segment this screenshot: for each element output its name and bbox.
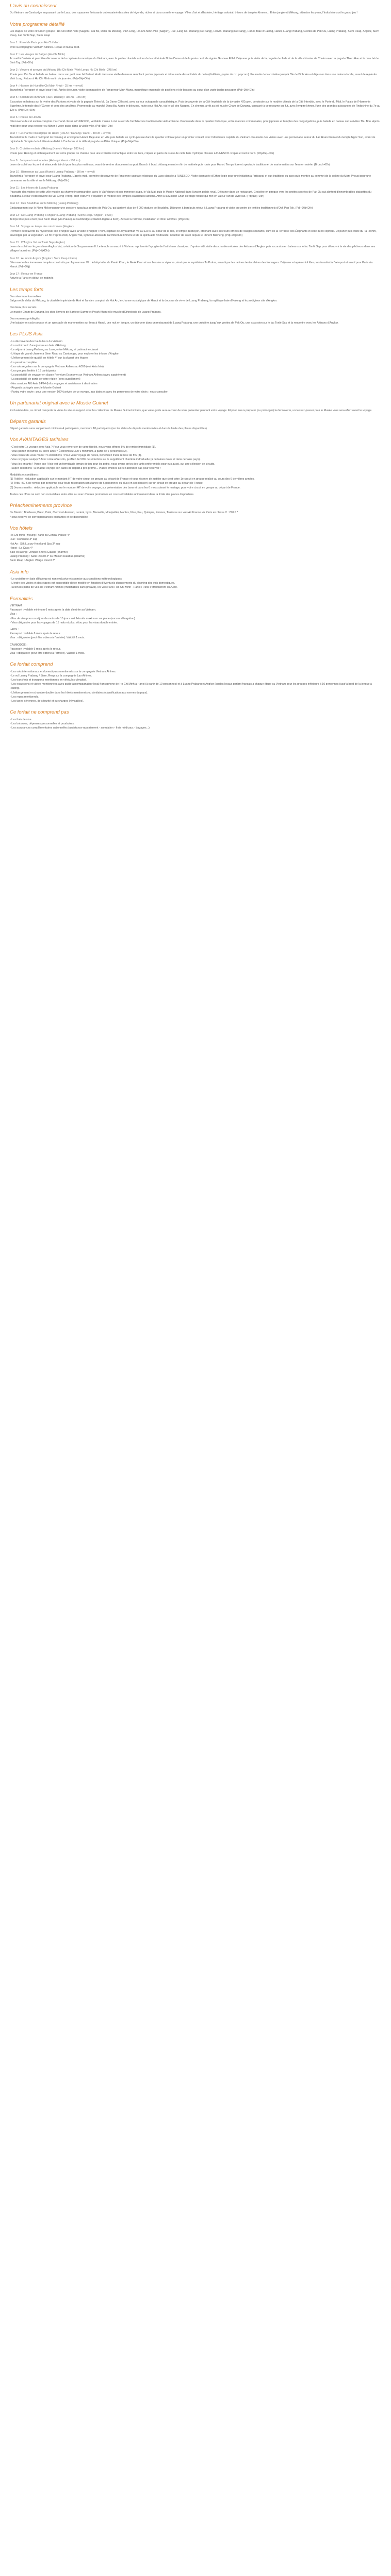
day-title: Jour 5 : Splendeurs d'Annam (Hué / Danang / Hoi An - 145 km) — [10, 96, 86, 99]
terms-item: (2) Tribu : 50 € de remise par personne pour toute réservation simultanée de 6 personnes ou plus (en soit dossier) sur un circuit en groupe au départ de France. — [10, 482, 204, 485]
included-section — [10, 662, 381, 703]
advantages-heading: Vos AVANTAGES tarifaires — [10, 437, 69, 443]
highlight-line: Le musée Cham de Danang, les sites khmers de Banteay Samre et Preah Khan et le musée d'Ethnologie de Luang Prabang. — [10, 310, 161, 314]
included-item: - Les excursions et visites mentionnées avec guide accompagnateur local francophone de Ho Chi Minh à Hanoi (à partir de 10 personnes) et à Luang Prabang et Angkor (guides locaux parlant français à chaque étape au Vietnam pour les groupes inférieurs à 10 personnes (sauf à bord de la jonque à Halong). — [10, 683, 372, 690]
hotel-item: Baie d'Halong : Jonque Bhaya Classic (charme) — [10, 550, 68, 554]
plus-asia-item: - La nuit à bord d'une jonque en baie d'Halong — [10, 344, 66, 347]
program-heading: Votre programme détaillé — [10, 21, 65, 27]
included-heading: Ce forfait comprend — [10, 662, 53, 668]
formalities-heading: Formalités — [10, 596, 33, 602]
plus-asia-heading: Les PLUS Asia — [10, 331, 43, 337]
day-text: Transfert à l'aéroport et envol pour Luang Prabang. L'après-midi, première découverte de l'ancienne capitale religieuse du Laos classée à l'UNESCO. Visite du musée d'Ethno-logie pour une initiation à l'artisanat et aux traditions du pays puis montée au sommet de la colline du Mont Phousi pour une panorama sur la ville et sur le Mékong. (Pdj+Dîn) — [10, 175, 371, 182]
pre-routings-heading: Préacheminements province — [10, 502, 72, 509]
highlights-section — [10, 287, 381, 326]
plus-asia-item: - Regards partagés avec le Musée Guimet — [10, 386, 61, 389]
day-title: Jour 7 : Le charme nostalgique de Hanoï (Hoi An / Danang / Hanoï - 40 km + envol) — [10, 131, 111, 135]
advantage-item: - Vous partez en famille ou entre amis ? Économisez 300 € minimum, à partir de 6 personnes (2). — [10, 449, 128, 453]
included-item: - Le vol Luang Prabang / Siem, Reap sur la compagnie Lao Airlines. — [10, 674, 92, 677]
day-text: Accueil à l'arrivée et première découverte de la capitale économique du Vietnam, avec la partie coloniale autour de la cathédrale Notre-Dame et de la poste centrale signée Gustave Eiffel. Déjeuner puis visite de la pagode de Jade et de la ville chinoise de Cholon avec la pagode Thien Hau et le marché de Binh Tay. (Pdj+Dîn) — [10, 57, 379, 65]
info-item: - L'ordre des visites et des étapes est susceptible d'être modifié en fonction d'éventuels changements du planning des vols domestiques. — [10, 582, 175, 585]
included-item: - L'hébergement en chambre double dans les hôtels mentionnés ou similaires (classification aux normes du pays). — [10, 691, 148, 694]
day-item — [10, 272, 381, 280]
day-item — [10, 241, 381, 253]
day-title: Jour 16 : Au revoir Angkor (Angkor / Siem Reap / Paris) — [10, 257, 77, 260]
day-item — [10, 115, 381, 128]
not-included-item: - Les assurances complémentaires optionnelles (assistance-rapatriement - annulation - frais médicaux - bagages...) — [10, 726, 150, 730]
intro-text: Du Vietnam au Cambodge en passant par le Laos, des royaumes florissants ont essaimé des sites de légende, riches si dans un même voyage. Villes d'art et d'histoire, héritage colonial, trésors de temples khmers... Entre jungle et Mékong, attention les yeux, l'Indochine sort le grand jeu ! — [10, 11, 357, 15]
advantage-item: - Super Tentations : à chaque voyage son dates de départ à prix promo... Places limitées alors n'attendez pas pour réserver ! — [10, 466, 161, 470]
day-text: Transfert à l'aéroport et envol pour Hué. Après déjeuner, visite du mausolée de l'empereur Minh Mang, magnifique ensemble de pavillons et de bassins au cœur d'un vaste jardin paysager. (Pdj+Déj+Dîn) — [10, 89, 255, 92]
pre-routings-note: * sous réserve de correspondances existantes et de disponibilité. — [10, 515, 89, 519]
info-section — [10, 569, 381, 590]
day-text: Temps libre puis envol pour Siem Reap (via Pakse) au Cambodge (collation légère à bord). Accueil à l'arrivée, installation et dîner à l'hôtel. (Pdj+Dîn) — [10, 218, 190, 222]
hotel-item: Hué : Romance 3* sup — [10, 538, 38, 541]
not-included-list — [10, 718, 381, 731]
day-item — [10, 213, 381, 222]
partner-section — [10, 400, 381, 413]
hotels-list — [10, 533, 381, 563]
day-text: Arrivée à Paris en début de matinée. — [10, 277, 54, 280]
advantage-item: - Vous venez de vous marier ? Félicitations ! Pour votre voyage de noces, bénéficiez d'une remise de 5% (3). — [10, 454, 142, 457]
formalities-line: Passeport : valable minimum 6 mois après la date d'entrée au Vietnam. — [10, 608, 96, 612]
day-title: Jour 13 : De Luang Prabang à Angkor (Luang Prabang / Siem Reap / Angkor - envol) — [10, 213, 113, 217]
day-text: Excursion en bateau sur la rivière des Parfums et visite de la pagode Thien Mu (la Dame Céleste), avec sa tour octogonale caractéristique. Puis découverte de la Cité Impériale de la dynastie N'Guyen, construite sur le modèle chinois de la Cité Interdite, avec le Porte du Midi, le Palais de l'Harmonie Suprême, le temple des N'Guyen et celui des ancêtres. Promenade au marché Dong Ba. Après le déjeuner, route pour Hoi An, via le col des Nuages. En chemin, arrêt au joli musée Cham de Danang, consacré à ce royaume qui fut, avec l'empire khmer, l'une des grandes puissances de l'Indochine du 7e au 12e s. (Pdj+Déj+Dîn) — [10, 100, 381, 112]
day-title: Jour 14 : Voyage au temps des rois khmers (Angkor) — [10, 225, 74, 229]
product-page — [10, 0, 381, 740]
day-title: Jour 10 : Bienvenue au Laos (Hanoi / Luang Prabang - 30 km + envol) — [10, 171, 95, 174]
formalities-line: Passeport : valable 6 mois après le retour. — [10, 632, 61, 636]
formalities-line: Visa : obligatoire (peut être obtenu à l'arrivée). Validité 1 mois. — [10, 652, 85, 655]
day-item — [10, 186, 381, 199]
day-title: Jour 6 : Poésie de Hoi An — [10, 116, 41, 120]
day-title: Jour 17 : Retour en France — [10, 273, 43, 276]
plus-asia-item: - Partez votre envie : pour une version 100% privée de ce voyage, aux dates et avec les personnes de votre choix : nous consulter. — [10, 390, 169, 394]
day-item — [10, 84, 381, 92]
advantage-item: - Vous voyagez seul(e) ? Avec notre offre solo, profitez de 50% de réduction sur le supplément chambre individuelle (à certaines dates et dans certains pays). — [10, 458, 201, 462]
day-item — [10, 201, 381, 210]
terms-list — [10, 477, 381, 497]
highlights-list — [10, 295, 381, 325]
pre-routings-text: De Biarritz, Bordeaux, Brest, Calvi, Clermont-Ferrand, Lorient, Lyon, Marseille, Montpellier, Nantes, Nice, Pau, Quimper, Rennes, Toulouse sur vols Air France via Paris en classe V : 270 € * — [10, 511, 238, 515]
day-item — [10, 53, 381, 65]
day-text: Embarquement sur le Nava Mékong pour une croisière jusqu'aux grottes de Pak Ou, qui abritent plus de 4 000 statues de Bouddha. Déjeuner à bord puis retour à Luang Prabang et visite du centre de textiles traditionnels d'Ock Pop Tok. (Pdj+Déj+Dîn) — [10, 206, 313, 210]
plus-asia-item: - L'hébergement de qualité en hôtels 4* sur la plupart des étapes — [10, 357, 88, 360]
program-intro: Les étapes de votre circuit en groupe : Ho-Chi-Minh-Ville (Saigon), Cai Be, Delta du Mékong, Vinh Long, Ho-Chi-Minh-Ville (Saigon), Hué, Lang Co, Danang (De Nang), Hoi An, Danang (De Nang), Hanoi, Baie d'Halong, Hanoi, Luang Prabang, Grottes de Pak Ou, Luang Prabang, Siem Reap, Angkor, Siem Reap, Lac Tonlé Sap, Siem Reap — [10, 29, 379, 38]
included-item: - Les taxes aériennes, de sécurité et surcharges (révisables). — [10, 700, 84, 703]
day-title: Jour 4 : Histoire de Hué (Ho Chi Minh / Hué - 25 km + envol) — [10, 84, 83, 88]
day-title: Jour 2 : Les visages de Saïgon (Ho Chi Minh) — [10, 53, 65, 56]
formalities-section — [10, 596, 381, 656]
info-item: - Le croisière en baie d'Halong est non exclusive et soumise aux conditions météorologiques. — [10, 577, 123, 581]
info-list — [10, 577, 381, 590]
included-item: - Les repas mentionnés. — [10, 695, 39, 699]
day-title: Jour 3 : Vergers et arroyos du Mékong (Ho Chi Minh / Vinh Long / Ho Chi Minh - 245 km) — [10, 69, 118, 72]
day-item — [10, 147, 381, 155]
day-item — [10, 257, 381, 269]
plus-asia-item: - La possibilité de partir de votre région (avec supplément) — [10, 378, 80, 381]
day-text: Route pour Halong et embarquement sur votre jonque de charme pour une croisière romantique entre les îlots, criques et pains de sucre de cette baie mythique classée à l'UNESCO. Repas et nuit à bord. (Pdj+Déj+Dîn) — [10, 151, 274, 155]
plus-asia-item: - Les groupes limités à 18 participants — [10, 369, 56, 372]
day-item — [10, 159, 381, 167]
day-text: Découverte des immenses temples construits par Jayavarman VII : le labyrinthe du Preah Khan, le Neak Pean et ses bassins sculptures, ainsi que le mystérieux Ta Prohm, envahi par les racines tentaculaires des fromagers. Déjeuner et après-midi libre puis transfert à l'aéroport et envol pour Paris via Hanoi. (Pdj+Déj) — [10, 261, 373, 268]
day-text: Route pour Cai Be et balade en bateau dans son petit marché flottant. Arrêt dans une vieille demeure remplacé par les japonais et découverte des activités du delta (distillerie, papier de riz, popcorn). Poursuite de la croisière jusqu'à l'île de Binh Hoa et déjeuner dans une maison locale, avant de rejoindre Vinh Long. Retour à Ho Chi Minh en fin de journée. (Pdj+Déj+Dîn) — [10, 73, 377, 80]
formalities-line: Visa : obligatoire (peut être obtenu à l'arrivée). Validité 1 mois. — [10, 636, 85, 640]
day-list — [10, 41, 381, 280]
formalities-line: - Pas de visa pour un séjour de moins de 15 jours soit 14 nuits maximum sur place (aucune dérogation) — [10, 617, 135, 620]
day-title: Jour 15 : D'Angkor Vat au Tonlé Sap (Angkor) — [10, 241, 65, 244]
day-text: Lever de soleil sur le grandiose Angkor Vat, création de Suryavarman II. Le temple consacré à Vishnou représente l'apogée de l'art khmer classique. L'après-midi, visite des chantiers-écoles des Artisans d'Angkor puis excursion en bateau sur le lac Tonlé Sap pour découvrir la vie des pêcheurs dans ses villages lacustres. (Pdj+Déj+Dîn) — [10, 245, 376, 253]
plus-asia-item: - La découverte des hauts-lieux du Vietnam — [10, 340, 63, 343]
plus-asia-item: - La pension complète — [10, 361, 37, 364]
terms-item: (3) Jeunes mariés : réduction applicable sur le montant HT de votre voyage, sur présentation des bans et dans les 6 mois suivant le mariage, pour votre circuit en groupe au départ de France. — [10, 486, 241, 489]
day-title: Jour 11 : Les trésors de Luang Prabang — [10, 186, 58, 190]
day-item — [10, 131, 381, 144]
hotels-section — [10, 526, 381, 563]
day-text: Découverte de cet ancien comptoir marchand classé à l'UNESCO, véritable musée à ciel ouvert de l'architecture traditionnelle vietnamienne. Promenade dans le quartier historique, entre maisons communales, pont japonais et temples des congrégations, puis balade en bateau sur la rivière Thu Bon. Après-midi libre pour vous reposer ou flâner à votre guise dans la vieille ville. (Pdj+Déj+Dîn) — [10, 120, 381, 128]
info-heading: Asia info — [10, 569, 29, 575]
plus-asia-section — [10, 331, 381, 394]
departures-heading: Départs garantis — [10, 418, 46, 425]
departures-text: Départ garantis sans supplément minimum 4 participants, maximum 18 participants (sur les dates de départs mentionnées et dans la limite des places disponibles). — [10, 427, 208, 431]
day-item — [10, 225, 381, 238]
day-text: Lever de soleil sur le pont et séance de tai-chi pour les plus matinaux, avant de rentrer doucement au port. Brunch à bord, débarquement en fin de matinée puis route pour Hanoi. Temps libre et spectacle traditionnel de marionnettes sur l'eau en soirée. (Brunch+Dîn) — [10, 163, 331, 167]
day-text: Transfert tôt le matin à l'aéroport de Danang et envol pour Hanoi. Déjeuner en ville puis balade en cyclo-pousse dans le quartier colonial pour un premier contact avec l'attachante capitale du Vietnam. Poursuite des visites avec une promenade autour du Lac Hoan Kiem et du temple Ngoc Son, avant de rejoindre le Temple de la Littérature dédié à Confucius et le délicat pagode au Pilier Unique. (Pdj+Déj+Dîn) — [10, 136, 376, 144]
hotel-item: Siem Reap : Angkor Village Resort 3* — [10, 559, 55, 563]
highlights-heading: Les temps forts — [10, 286, 43, 293]
day-text: avec la compagnie Vietnam Airlines. Repas et nuit à bord. — [10, 45, 80, 49]
program-section — [10, 22, 381, 281]
formalities-list — [10, 604, 381, 655]
included-item: - Les vols internationaux et domestiques mentionnés sur la compagnie Vietnam Airlines. — [10, 670, 117, 673]
formalities-line: LAOS : — [10, 628, 19, 631]
hotel-item: Hanoi : La Casa 4* — [10, 546, 33, 550]
highlight-line: Des lieux plus secrets — [10, 306, 37, 310]
day-title: Jour 9 : Jonque et marionnettes (Halong / Hanoi - 180 km) — [10, 159, 80, 162]
day-item — [10, 95, 381, 112]
pre-routings-section — [10, 503, 381, 519]
day-title: Jour 8 : Croisière en baie d'Halong (Hanoi / Halong - 180 km) — [10, 147, 84, 151]
advantage-item: - Vous les enfants ! Parce que l'Asie est un formidable terrain de jeu pour les petits, nous avons prévu des tarifs préférentiels pour eux aussi, sur une sélection de circuits. — [10, 462, 215, 466]
formalities-line: Passeport : valable 6 mois après le retour. — [10, 647, 61, 651]
advantages-list — [10, 445, 381, 470]
not-included-heading: Ce forfait ne comprend pas — [10, 709, 69, 716]
day-text: Première découverte du mystérieux site d'Angkor avec la visite d'Angkor Thom, capitale de Jayavarman VII au 12e s. Au cœur de la cité, le temple du Bayon, étonnant avec ses tours ornées de visages souriants, suivi de la Terrasse des Éléphants et celle du roi lépreux. Déjeuner puis visite du Ta Prohm, enveloppé par la végétation. En fin d'après-midi, Angkor Vat, symbole absolu de l'architecture khmère et de la spiritualité hindouiste. Coucher de soleil depuis le Phnom Bakheng. (Pdj+Déj+Dîn) — [10, 229, 377, 237]
hotel-item: Hoi An : Silk Luxury Hotel and Spa 3* sup — [10, 542, 60, 546]
not-included-item: - Les frais de visa — [10, 718, 31, 721]
partner-text: Exclusivité Asia, ce circuit comporte la visite du site en rapport avec les collections du Musée Guimet à Paris, que votre guide aura à cœur de vous présenter pendant votre voyage. Et pour mieux préparer (ou prolonger) la découverte, un laissez-passer pour le Musée vous sera offert avant le voyage. — [10, 409, 372, 412]
day-item — [10, 41, 381, 49]
terms-item: Toutes ces offres ne sont non cumulables entre elles ou avec d'autres promotions en cours et valables uniquement dans la limite des places disponibles. — [10, 493, 194, 496]
formalities-line: CAMBODGE : — [10, 643, 27, 647]
day-item — [10, 170, 381, 183]
highlight-line: Saïgon et le delta du Mékong, la citadelle impériale de Hué et l'ancien comptoir de Hoi An, le charme nostalgique de Hanoi et la douceur de vivre de Luang Prabang, la mythique baie d'Halong et le prodigieux site d'Angkor. — [10, 299, 278, 303]
advantage-item: - C'est votre 1e voyage avec Asia ? Pour vous remercier de votre fidélité, nous vous offrons 5% de remise immédiate (1). — [10, 445, 156, 449]
plus-asia-list — [10, 340, 381, 395]
intro-section — [10, 3, 381, 15]
not-included-section — [10, 709, 381, 730]
highlight-line: Une balade en cyclo-pousse et un spectacle de marionnettes sur l'eau à Hanoï, une nuit en jonque, un déjeuner dans un restaurant de Luang Prabang, une croisière jusqu'aux grottes de Pak Ou, une excursion sur le lac Tonlé Sap et la rencontre avec les Artisans d'Angkor. — [10, 321, 339, 325]
plus-asia-item: - Les vols réguliers sur la compagnie Vietnam Airlines au A350 (voir Asia Info) — [10, 365, 104, 368]
partner-heading: Un partenariat original avec le Musée Guimet — [10, 400, 108, 406]
day-item — [10, 68, 381, 81]
terms-title: Modalités et conditions : — [10, 473, 39, 477]
intro-heading: L'avis du connaisseur — [10, 3, 57, 9]
formalities-line: - Visa obligatoire pour les voyages de 15 nuits et plus, et/ou pour les visas double entrée. — [10, 621, 118, 624]
included-list — [10, 670, 381, 704]
not-included-item: - Les boissons, dépenses personnelles et pourboires. — [10, 722, 75, 725]
hotel-item: Luang Prabang : Santi Resort 4* ou Maison Dalabua (charme) — [10, 555, 86, 558]
highlight-line: Des moments privilégiés — [10, 317, 40, 320]
terms-item: (1) Fidélité : réduction applicable sur le montant HT de votre circuit en groupe au départ de France et vous réserve de justifier que c'est votre 1e circuit en groupe réalisé au cours des 6 dernières années. — [10, 478, 255, 481]
info-item: - Selon les plans de vols de Vietnam Airlines (modifiables sans préavis), les vols Paris / Ho Chi Minh - Hanoi / Paris s'effectueront en A350. — [10, 586, 178, 589]
plus-asia-item: - Nos services Allô Asia 24/24 (Infos voyages et assistance à destination — [10, 382, 97, 385]
day-title: Jour 1 : Envol de Paris pour Ho Chi Minh — [10, 41, 59, 45]
plus-asia-item: - La possibilité de voyager en classe Premium Economy sur Vietnam Airlines (avec supplément) — [10, 374, 126, 377]
plus-asia-item: - L'étape de grand charme à Siem Reap au Cambodge, pour explorer les trésors d'Angkor — [10, 352, 119, 356]
included-item: - Les transferts et transports mentionnés en véhicules climatisé. — [10, 679, 87, 682]
formalities-line: Visa : — [10, 613, 17, 616]
departures-section — [10, 419, 381, 431]
hotels-heading: Vos hôtels — [10, 525, 33, 531]
day-title: Jour 12 : Des Bouddhas sur le Mékong (Luang Prabang) — [10, 202, 78, 206]
highlight-line: Des sites incontournables — [10, 295, 41, 298]
formalities-line: VIETNAM : — [10, 604, 24, 607]
advantages-section — [10, 437, 381, 497]
hotel-item: Ho Chi Minh : Moung Thanh ou Central Palace 4* — [10, 534, 70, 537]
day-text: Poursuite des visites de cette ville-musée au charme incomparable, avec le Vat Visoun et son immense stupa, le Vat Mai, puis le Musée National dans l'ancien palais royal. Déjeuner dans un restaurant. Croisière en pirogue vers les grottes sacrées de Pak Ou qui abritent d'innombrables statuettes du Bouddha. Retour et découverte du Vat Xieng Thong, chef-d'œuvre d'équilibre et modèle des temples classiques laotiens. Arrêt à la Maison Chan Heritage house qui met en valeur l'art de vivre lao. (Pdj+Déj+Dîn) — [10, 191, 371, 198]
plus-asia-item: - Le séjour à Luang Prabang au Laos, entre Mékong et patrimoine classé — [10, 348, 99, 351]
